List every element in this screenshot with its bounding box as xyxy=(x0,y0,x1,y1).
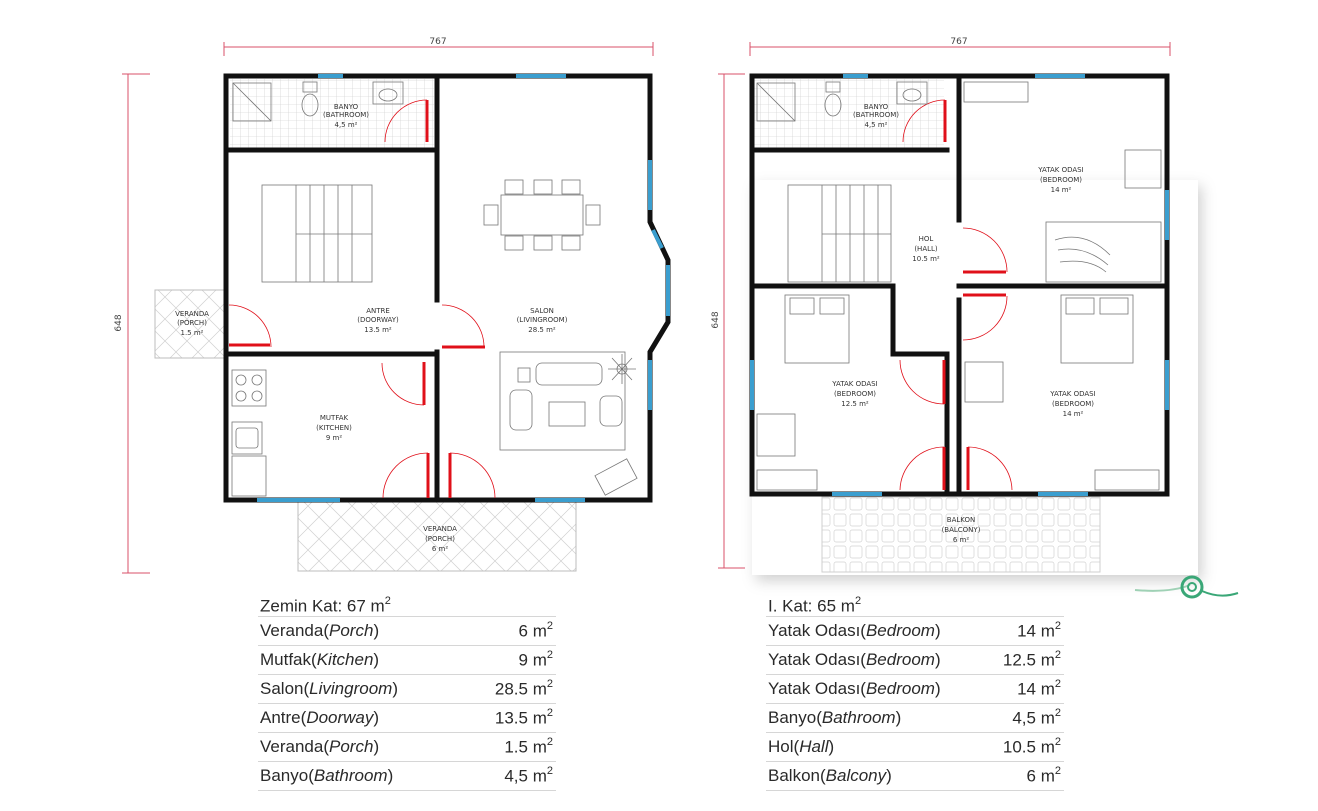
room-name: VERANDA xyxy=(423,525,457,533)
balcony-floor xyxy=(822,497,1100,572)
room-name: BANYO xyxy=(333,103,359,111)
room-name: SALON xyxy=(530,307,554,315)
room-name: YATAK ODASI xyxy=(832,380,878,388)
first-floor-total: I. Kat: 65 $m^2$ xyxy=(766,588,1064,617)
room-name-en: (BEDROOM) xyxy=(1052,400,1094,408)
table-row: Veranda(Porch) 6 $m^2$ xyxy=(258,617,556,646)
height-dimension-label: 648 xyxy=(114,314,124,332)
room-name-en: (PORCH) xyxy=(177,319,207,327)
room-name-en: (DOORWAY) xyxy=(357,316,399,324)
first-floor-area-table xyxy=(766,588,1064,791)
room-area: 14 m² xyxy=(1050,186,1072,194)
room-area: 12.5 m² xyxy=(841,400,869,408)
table-row: Balkon(Balcony) 6 $m^2$ xyxy=(766,762,1064,791)
room-area: 13.5 m² xyxy=(364,326,392,334)
room-name: VERANDA xyxy=(175,310,209,318)
room-name: BANYO xyxy=(863,103,889,111)
room-name-en: (BATHROOM) xyxy=(323,111,369,119)
table-row: Antre(Doorway) 13.5 $m^2$ xyxy=(258,704,556,733)
room-name: BALKON xyxy=(946,516,976,524)
room-name: YATAK ODASI xyxy=(1050,390,1096,398)
table-row: Veranda(Porch) 1.5 $m^2$ xyxy=(258,733,556,762)
room-name-en: (BATHROOM) xyxy=(853,111,899,119)
width-dimension-label: 767 xyxy=(429,37,447,47)
doors xyxy=(229,100,495,498)
table-row: Yatak Odası(Bedroom) 14 $m^2$ xyxy=(766,617,1064,646)
room-area: 4,5 m² xyxy=(334,121,358,129)
table-row: Banyo(Bathroom) 4,5 $m^2$ xyxy=(258,762,556,791)
dimension-height xyxy=(122,74,150,573)
ground-room-labels xyxy=(175,103,568,553)
room-name-en: (BALCONY) xyxy=(941,526,981,534)
room-name: ANTRE xyxy=(366,307,390,315)
table-row: Yatak Odası(Bedroom) 14 $m^2$ xyxy=(766,675,1064,704)
width-dimension-label-first: 767 xyxy=(950,37,968,47)
dimension-height-first xyxy=(718,74,745,568)
table-row: Hol(Hall) 10.5 $m^2$ xyxy=(766,733,1064,762)
room-area: 9 m² xyxy=(325,434,343,442)
ground-floor-plan xyxy=(114,37,668,573)
room-area: 4,5 m² xyxy=(864,121,888,129)
ground-floor-area-table xyxy=(258,588,556,791)
room-name-en: (BEDROOM) xyxy=(1040,176,1082,184)
table-row: Mutfak(Kitchen) 9 $m^2$ xyxy=(258,646,556,675)
room-name-en: (PORCH) xyxy=(425,535,455,543)
room-area: 10.5 m² xyxy=(912,255,940,263)
table-row: Banyo(Bathroom) 4,5 $m^2$ xyxy=(766,704,1064,733)
room-name-en: (BEDROOM) xyxy=(834,390,876,398)
table-row: Salon(Livingroom) 28.5 $m^2$ xyxy=(258,675,556,704)
table-row: Yatak Odası(Bedroom) 12.5 $m^2$ xyxy=(766,646,1064,675)
room-name-en: (HALL) xyxy=(914,245,938,253)
room-name-en: (LIVINGROOM) xyxy=(516,316,568,324)
swirl-logo-icon xyxy=(1130,565,1240,605)
room-area: 28.5 m² xyxy=(528,326,556,334)
room-name: MUTFAK xyxy=(319,414,349,422)
room-area: 1.5 m² xyxy=(180,329,204,337)
room-area: 14 m² xyxy=(1062,410,1084,418)
room-area: 6 m² xyxy=(952,536,970,544)
ground-floor-total: Zemin Kat: 67 $m^2$ xyxy=(258,588,556,617)
room-name: HOL xyxy=(918,235,934,243)
room-area: 6 m² xyxy=(431,545,449,553)
room-name: YATAK ODASI xyxy=(1038,166,1084,174)
room-name-en: (KITCHEN) xyxy=(316,424,352,432)
height-dimension-label-first: 648 xyxy=(711,311,721,329)
